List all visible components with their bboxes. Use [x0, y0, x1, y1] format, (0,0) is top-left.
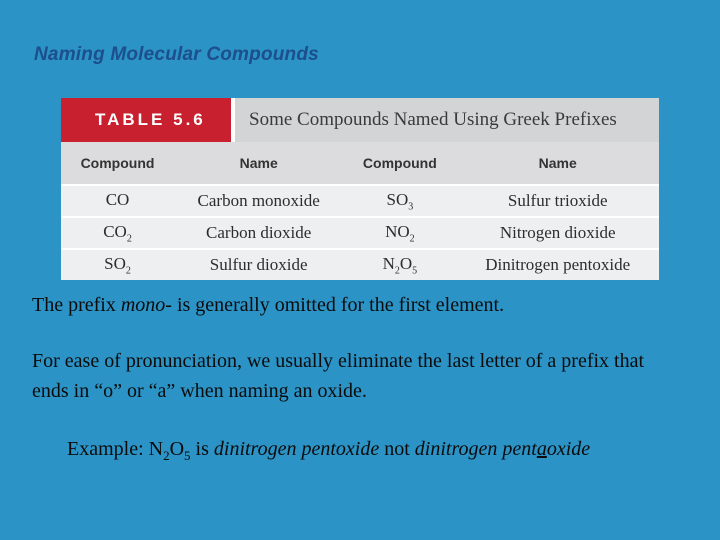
compound-cell: $N_2O_5$	[343, 249, 456, 280]
header-name-1: Name	[174, 142, 343, 185]
table-row	[61, 185, 659, 217]
name-cell: Sulfur dioxide	[174, 249, 343, 280]
table-row	[61, 217, 659, 249]
table-caption: Some Compounds Named Using Greek Prefixes	[235, 98, 659, 142]
compound-cell: $NO_2$	[343, 217, 456, 249]
compound-cell: $SO_3$	[343, 185, 456, 217]
table-row	[61, 249, 659, 280]
slide-title: Naming Molecular Compounds	[34, 44, 319, 65]
example-formula: $N_2O_5$	[148, 438, 191, 463]
example-wrong-name: dinitrogen pentaoxide	[414, 438, 591, 460]
header-compound-1: Compound	[61, 142, 174, 185]
compound-cell: $CO_2$	[61, 217, 174, 249]
table-header-bar	[61, 98, 659, 142]
name-cell: Carbon monoxide	[174, 185, 343, 217]
table-header-row	[61, 142, 659, 185]
compound-cell: $SO_2$	[61, 249, 174, 280]
name-cell: Dinitrogen pentoxide	[456, 249, 659, 280]
table-number: TABLE 5.6	[61, 98, 231, 142]
compound-cell: CO	[61, 185, 174, 217]
name-cell: Sulfur trioxide	[456, 185, 659, 217]
paragraph-mono-prefix: The prefix mono- is generally omitted for the first element.	[32, 294, 505, 316]
paragraph-pronunciation: For ease of pronunciation, we usually eliminate the last letter of a prefix that ends in “o” or “a” when naming an oxide.	[32, 350, 645, 402]
example-text: Example: $N_2O_5$ is dinitrogen pentoxide not dinitrogen pentaoxide	[67, 438, 591, 463]
compounds-table	[61, 98, 659, 277]
data-table	[61, 142, 659, 280]
header-name-2: Name	[456, 142, 659, 185]
name-cell: Carbon dioxide	[174, 217, 343, 249]
example-correct-name: dinitrogen pentoxide	[213, 438, 380, 460]
header-compound-2: Compound	[343, 142, 456, 185]
name-cell: Nitrogen dioxide	[456, 217, 659, 249]
